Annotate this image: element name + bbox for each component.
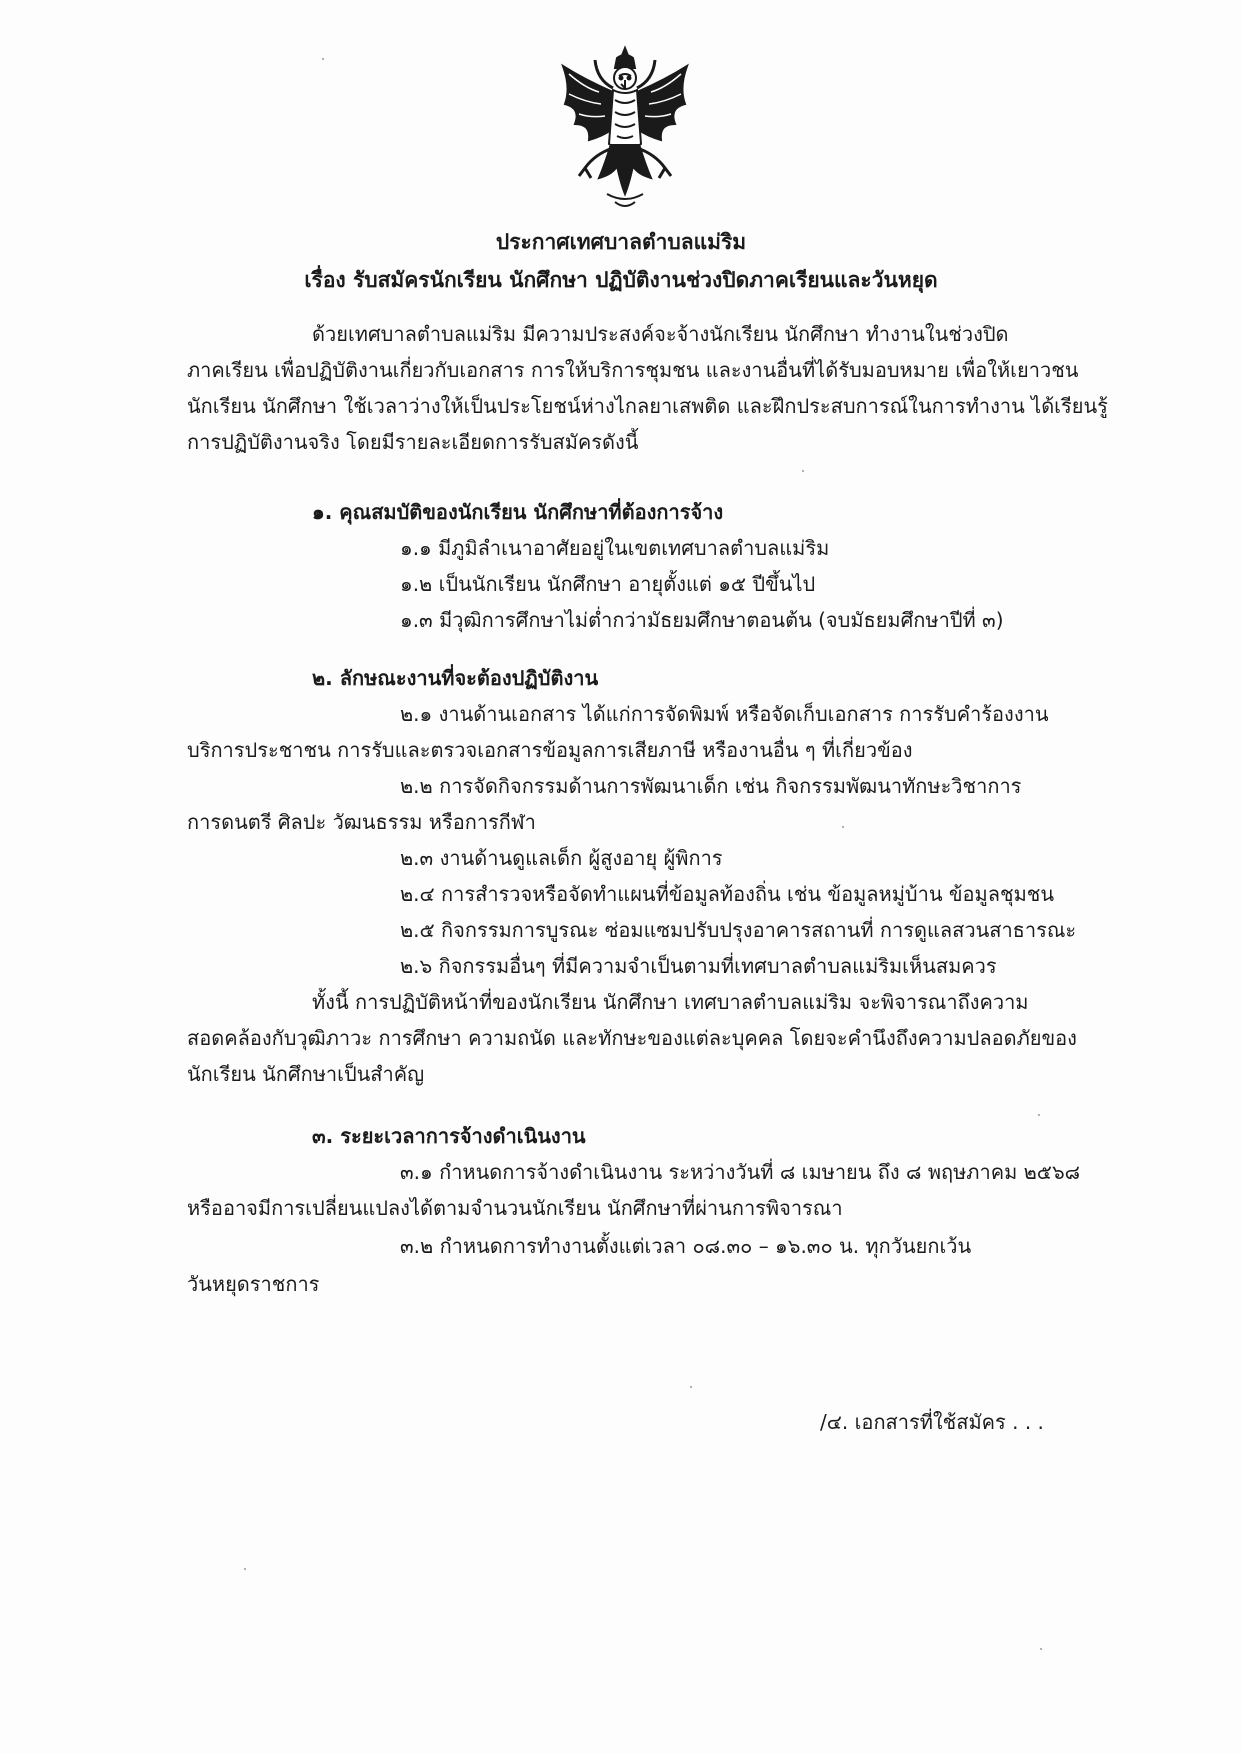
intro-line: การปฏิบัติงานจริง โดยมีรายละเอียดการรับสมัครดังนี้ — [187, 430, 639, 454]
garuda-emblem-icon — [555, 44, 695, 214]
scan-speck — [802, 470, 804, 472]
section-1-heading: ๑. คุณสมบัติของนักเรียน นักศึกษาที่ต้องการจ้าง — [312, 500, 724, 524]
section-1-item: ๑.๒ เป็นนักเรียน นักศึกษา อายุตั้งแต่ ๑๕ ปีขึ้นไป — [400, 572, 816, 596]
section-3-item-continued: วันหยุดราชการ — [187, 1272, 320, 1296]
section-2-item-continued: การดนตรี ศิลปะ วัฒนธรรม หรือการกีฬา — [187, 810, 536, 834]
section-1-item: ๑.๑ มีภูมิลำเนาอาศัยอยู่ในเขตเทศบาลตำบลแม่ริม — [400, 536, 830, 560]
scan-speck — [690, 1386, 692, 1388]
scan-speck — [1040, 1648, 1042, 1650]
section-3-item-continued: หรืออาจมีการเปลี่ยนแปลงได้ตามจำนวนนักเรียน นักศึกษาที่ผ่านการพิจารณา — [187, 1196, 843, 1220]
section-3-heading: ๓. ระยะเวลาการจ้างดำเนินงาน — [312, 1124, 586, 1148]
section-3-item: ๓.๑ กำหนดการจ้างดำเนินงาน ระหว่างวันที่ ๘ เมษายน ถึง ๘ พฤษภาคม ๒๕๖๘ — [400, 1160, 1081, 1184]
intro-line: ด้วยเทศบาลตำบลแม่ริม มีความประสงค์จะจ้างนักเรียน นักศึกษา ทำงานในช่วงปิด — [312, 322, 1009, 346]
section-2-item: ๒.๓ งานด้านดูแลเด็ก ผู้สูงอายุ ผู้พิการ — [400, 846, 723, 870]
section-2-item: ๒.๔ การสำรวจหรือจัดทำแผนที่ข้อมูลท้องถิ่น เช่น ข้อมูลหมู่บ้าน ข้อมูลชุมชน — [400, 882, 1055, 906]
section-2-note: สอดคล้องกับวุฒิภาวะ การศึกษา ความถนัด และทักษะของแต่ละบุคคล โดยจะคำนึงถึงความปลอดภัยของ — [187, 1026, 1077, 1050]
section-2-item: ๒.๑ งานด้านเอกสาร ได้แก่การจัดพิมพ์ หรือจัดเก็บเอกสาร การรับคำร้องงาน — [400, 702, 1049, 726]
scan-speck — [244, 1568, 246, 1570]
scan-speck — [842, 826, 844, 828]
section-2-item: ๒.๕ กิจกรรมการบูรณะ ซ่อมแซมปรับปรุงอาคารสถานที่ การดูแลสวนสาธารณะ — [400, 918, 1077, 942]
document-subject: เรื่อง รับสมัครนักเรียน นักศึกษา ปฏิบัติงานช่วงปิดภาคเรียนและวันหยุด — [304, 268, 938, 292]
section-3-item: ๓.๒ กำหนดการทำงานตั้งแต่เวลา ๐๘.๓๐ – ๑๖.๓๐ น. ทุกวันยกเว้น — [400, 1234, 972, 1258]
section-2-heading: ๒. ลักษณะงานที่จะต้องปฏิบัติงาน — [312, 666, 599, 690]
scan-speck — [1038, 1114, 1040, 1116]
intro-line: นักเรียน นักศึกษา ใช้เวลาว่างให้เป็นประโยชน์ห่างไกลยาเสพติด และฝึกประสบการณ์ในการทำงาน ได้เรียนรู้ — [187, 394, 1108, 418]
section-2-item: ๒.๒ การจัดกิจกรรมด้านการพัฒนาเด็ก เช่น กิจกรรมพัฒนาทักษะวิชาการ — [400, 774, 1022, 798]
section-2-note: ทั้งนี้ การปฏิบัติหน้าที่ของนักเรียน นักศึกษา เทศบาลตำบลแม่ริม จะพิจารณาถึงความ — [312, 990, 1029, 1014]
section-1-item: ๑.๓ มีวุฒิการศึกษาไม่ต่ำกว่ามัธยมศึกษาตอนต้น (จบมัธยมศึกษาปีที่ ๓) — [400, 608, 1004, 632]
continuation-note: /๔. เอกสารที่ใช้สมัคร . . . — [820, 1410, 1044, 1434]
section-2-item-continued: บริการประชาชน การรับและตรวจเอกสารข้อมูลการเสียภาษี หรืองานอื่น ๆ ที่เกี่ยวข้อง — [187, 738, 913, 762]
intro-line: ภาคเรียน เพื่อปฏิบัติงานเกี่ยวกับเอกสาร การให้บริการชุมชน และงานอื่นที่ได้รับมอบหมาย เพื่อให้เยาวชน — [187, 358, 1079, 382]
scan-speck — [322, 58, 324, 60]
document-title: ประกาศเทศบาลตำบลแม่ริม — [495, 230, 747, 254]
section-2-note: นักเรียน นักศึกษาเป็นสำคัญ — [187, 1062, 425, 1086]
section-2-item: ๒.๖ กิจกรรมอื่นๆ ที่มีความจำเป็นตามที่เทศบาลตำบลแม่ริมเห็นสมควร — [400, 954, 997, 978]
